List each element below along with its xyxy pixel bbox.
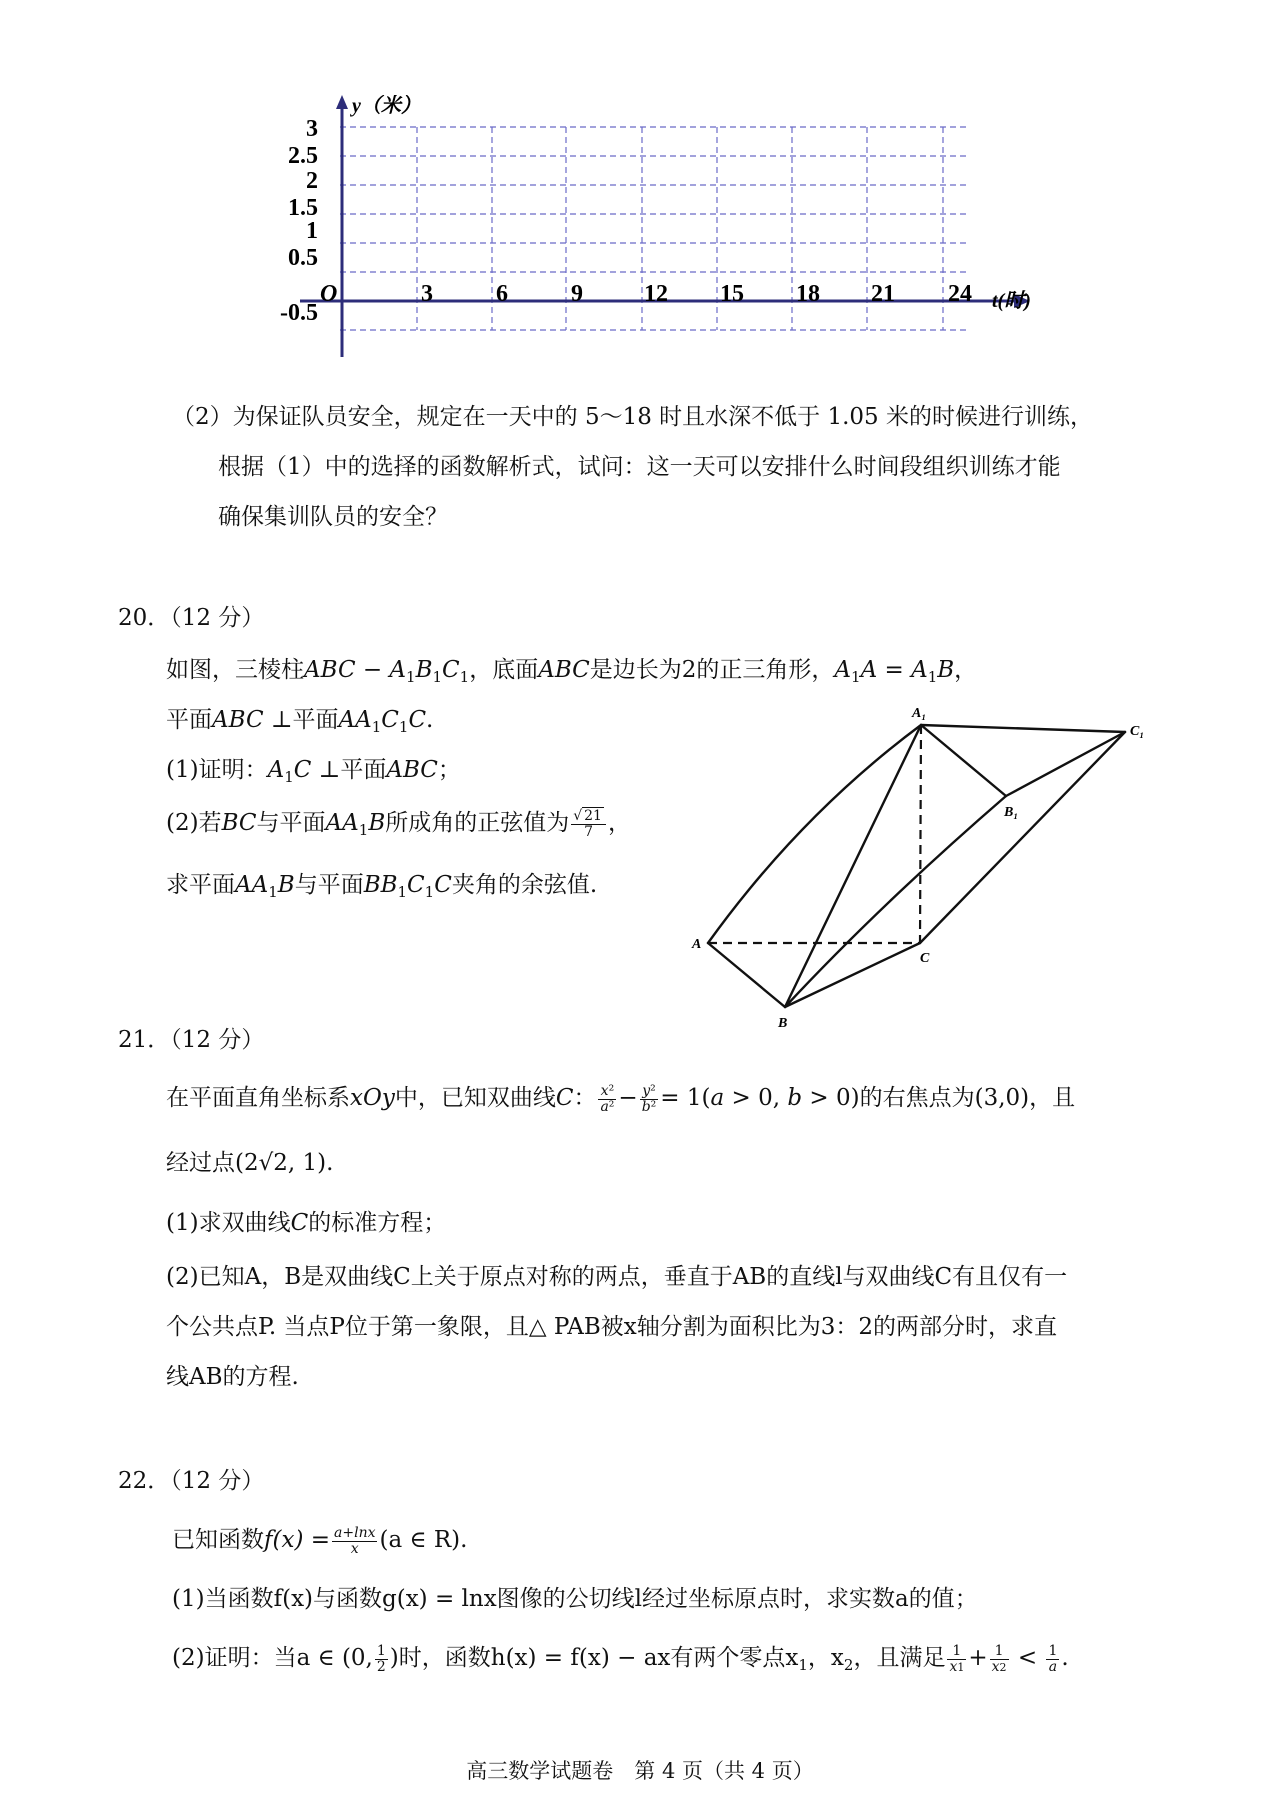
label-b1: B₁ (1004, 805, 1019, 820)
y-axis-label: y（米） (352, 95, 421, 117)
q20-line5: 求平面$AA_1B$与平面$BB_1C_1C$夹角的余弦值. (166, 872, 598, 901)
q20-line2: 平面ABC ⊥平面$AA_1C_1C$. (166, 707, 434, 736)
label-c: C (920, 951, 930, 966)
x-tick-9: 9 (571, 281, 583, 307)
label-a1: A₁ (912, 706, 927, 721)
x-tick-21: 21 (871, 281, 895, 307)
water-depth-grid (270, 95, 1050, 385)
x-axis-label: t(时) (992, 290, 1031, 312)
q20-line3: (1)证明：$A_1C$ ⊥平面ABC； (166, 757, 461, 786)
page-footer: 高三数学试题卷 第 4 页（共 4 页） (466, 1759, 814, 1783)
q21-line5: 个公共点P. 当点P位于第一象限，且△ PAB被x轴分割为面积比为3：2的两部分时，求直 (166, 1314, 1058, 1340)
x-tick-6: 6 (496, 281, 508, 307)
x-tick-24: 24 (948, 281, 972, 307)
x-tick-18: 18 (796, 281, 820, 307)
y-tick-2-5: 2.5 (288, 143, 318, 169)
q21-line1: 在平面直角坐标系xOy中，已知双曲线C： $\frac{\text{x²}}{\text{a²}}$ − $\frac{\text{y²}}{\text{b²}}$ = 1(a > 0, b > 0)的右焦点为(3,0)，且 (166, 1082, 1076, 1115)
x-tick-3: 3 (421, 281, 433, 307)
x-tick-12: 12 (644, 281, 668, 307)
q19-part2-line2: 根据（1）中的选择的函数解析式，试问：这一天可以安排什么时间段组织训练才能 (218, 454, 1061, 480)
origin-label: O (320, 281, 338, 307)
q22-line1: 已知函数f(x) = $\frac{a+\ln x}{x}$ (a ∈ R). (172, 1524, 468, 1557)
y-tick-2: 2 (306, 168, 318, 194)
q22-line3: (2)证明：当a ∈ (0, $\frac{1}{2}$ )时，函数h(x) = f(x) − ax有两个零点$x_1$，$x_2$，且满足 $\frac{1}{x1}$ + $\frac{1}{x2}$ < $\frac{1}{a}$ . (172, 1642, 1069, 1675)
label-a: A (692, 937, 702, 952)
q21-header: 21．（12 分） (118, 1027, 265, 1053)
y-tick-3: 3 (306, 116, 318, 142)
q20-line1: 如图，三棱柱ABC − $A_1B_1C_1$，底面ABC是边长为2的正三角形，$A_1A = A_1B$， (166, 657, 978, 686)
label-b: B (778, 1016, 788, 1030)
y-tick-1: 1 (306, 218, 318, 244)
q20-header: 20．（12 分） (118, 605, 265, 631)
q19-part2-line3: 确保集训队员的安全？ (218, 504, 448, 530)
y-tick-0-5: 0.5 (288, 245, 318, 271)
q19-part2-line1: （2）为保证队员安全，规定在一天中的 5～18 时且水深不低于 1.05 米的时候进行训练， (172, 404, 1093, 430)
prism-figure (680, 705, 1170, 1030)
label-c1: C₁ (1130, 724, 1145, 739)
q21-line3: (1)求双曲线C的标准方程； (166, 1210, 447, 1236)
q21-line2: 经过点(2√2, 1). (166, 1150, 334, 1176)
q21-line6: 线AB的方程. (166, 1364, 299, 1390)
y-tick-neg-0-5: -0.5 (280, 300, 318, 326)
q21-line4: (2)已知A，B是双曲线C上关于原点对称的两点，垂直于AB的直线l与双曲线C有且仅有一 (166, 1264, 1068, 1290)
y-tick-1-5: 1.5 (288, 195, 318, 221)
q22-header: 22．（12 分） (118, 1468, 265, 1494)
q20-line4: (2)若BC与平面$AA_1B$所成角的正弦值为 $\frac{√ 21}{7}$ ， (166, 807, 631, 840)
x-tick-15: 15 (720, 281, 744, 307)
q22-line2: (1)当函数f(x)与函数g(x) = lnx图像的公切线l经过坐标原点时，求实数a的值； (172, 1586, 978, 1612)
